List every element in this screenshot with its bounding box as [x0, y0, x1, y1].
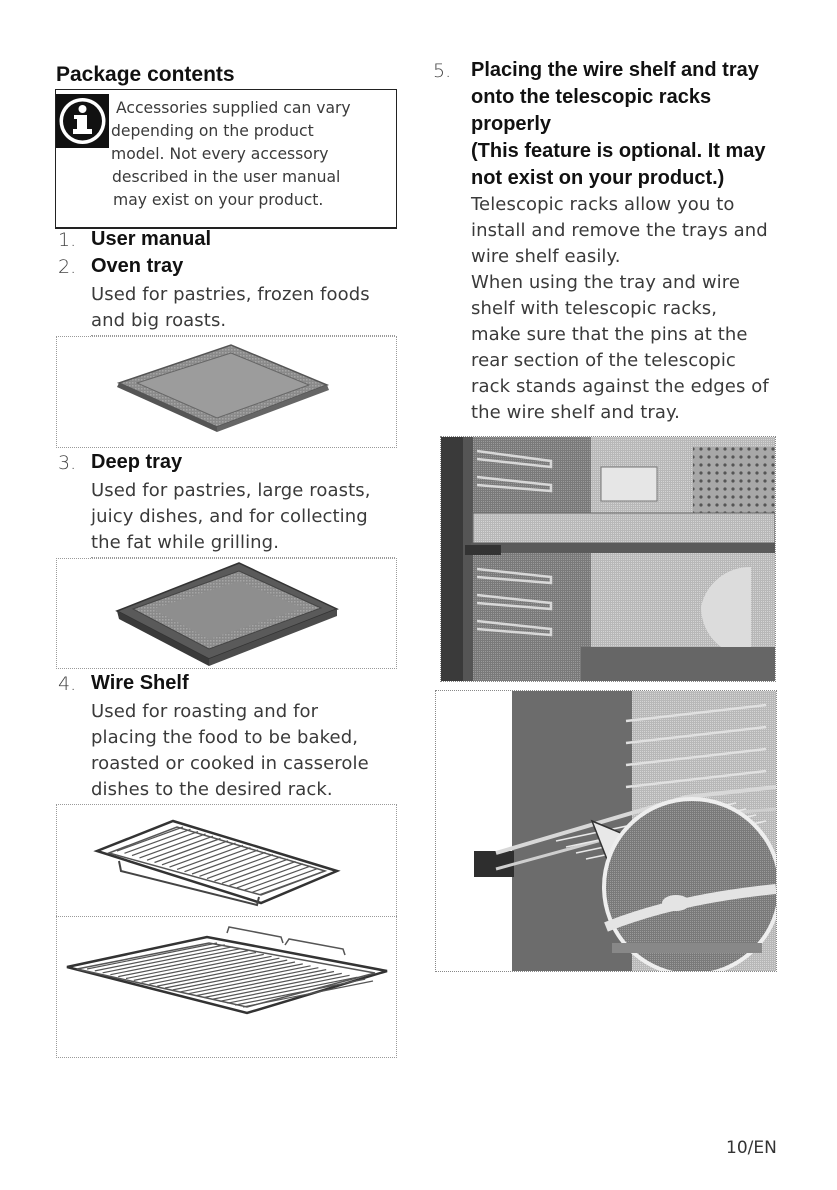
section5-title-line: onto the telescopic racks	[471, 86, 712, 108]
section5-text-line: the wire shelf and tray.	[471, 402, 680, 423]
section5-text-line: shelf with telescopic racks,	[471, 298, 718, 319]
wire-shelf-top-image	[56, 916, 397, 1058]
section5-title-line: properly	[471, 113, 552, 135]
info-note-line: Accessories supplied can vary	[116, 99, 351, 117]
item-number: 3.	[58, 452, 77, 474]
section5-text-line: make sure that the pins at the	[471, 324, 748, 345]
item-description-line: and big roasts.	[91, 308, 395, 336]
section5-text-line: install and remove the trays and	[471, 220, 768, 241]
section5-text-line: rack stands against the edges of	[471, 376, 769, 397]
section5-text-line: wire shelf easily.	[471, 246, 621, 267]
item-number: 4.	[58, 673, 77, 695]
section5-title-line: (This feature is optional. It may	[471, 140, 766, 162]
info-icon	[56, 94, 109, 148]
item-number: 2.	[58, 256, 77, 278]
page-number: 10/EN	[726, 1138, 777, 1158]
item-description-line: Used for pastries, frozen foods	[91, 284, 370, 305]
section5-title-line: not exist on your product.)	[471, 167, 725, 189]
info-note-line: depending on the product	[111, 122, 314, 140]
info-note-box	[55, 90, 397, 229]
item-description-line: juicy dishes, and for collecting	[91, 506, 368, 527]
item-description-line: dishes to the desired rack.	[91, 777, 395, 805]
item-title-user-manual: User manual	[91, 228, 212, 250]
section5-text-line: When using the tray and wire	[471, 272, 741, 293]
section-title: Package contents	[56, 63, 235, 86]
item-number: 1.	[58, 229, 77, 251]
telescopic-wire-shelf-photo	[435, 690, 777, 972]
info-note-line: model. Not every accessory	[111, 145, 329, 163]
section5-text-line: rear section of the telescopic	[471, 350, 736, 371]
telescopic-tray-photo	[440, 436, 776, 682]
item-description-line: Used for pastries, large roasts,	[91, 480, 371, 501]
item-description-line: the fat while grilling.	[91, 530, 395, 558]
oven-tray-image	[56, 336, 397, 448]
section5-title-line: Placing the wire shelf and tray	[471, 59, 759, 81]
item-title-oven-tray: Oven tray	[91, 255, 184, 277]
item-title-wire-shelf: Wire Shelf	[91, 672, 189, 694]
section5-text-line: Telescopic racks allow you to	[471, 194, 735, 215]
item-title-deep-tray: Deep tray	[91, 451, 183, 473]
item-description-line: roasted or cooked in casserole	[91, 753, 369, 774]
item-description-line: Used for roasting and for	[91, 701, 319, 722]
info-note-line: described in the user manual	[112, 168, 341, 186]
info-note-line: may exist on your product.	[113, 191, 324, 209]
wire-shelf-side-image	[56, 804, 397, 918]
deep-tray-image	[56, 558, 397, 669]
item-number: 5.	[433, 60, 452, 82]
item-description-line: placing the food to be baked,	[91, 727, 359, 748]
